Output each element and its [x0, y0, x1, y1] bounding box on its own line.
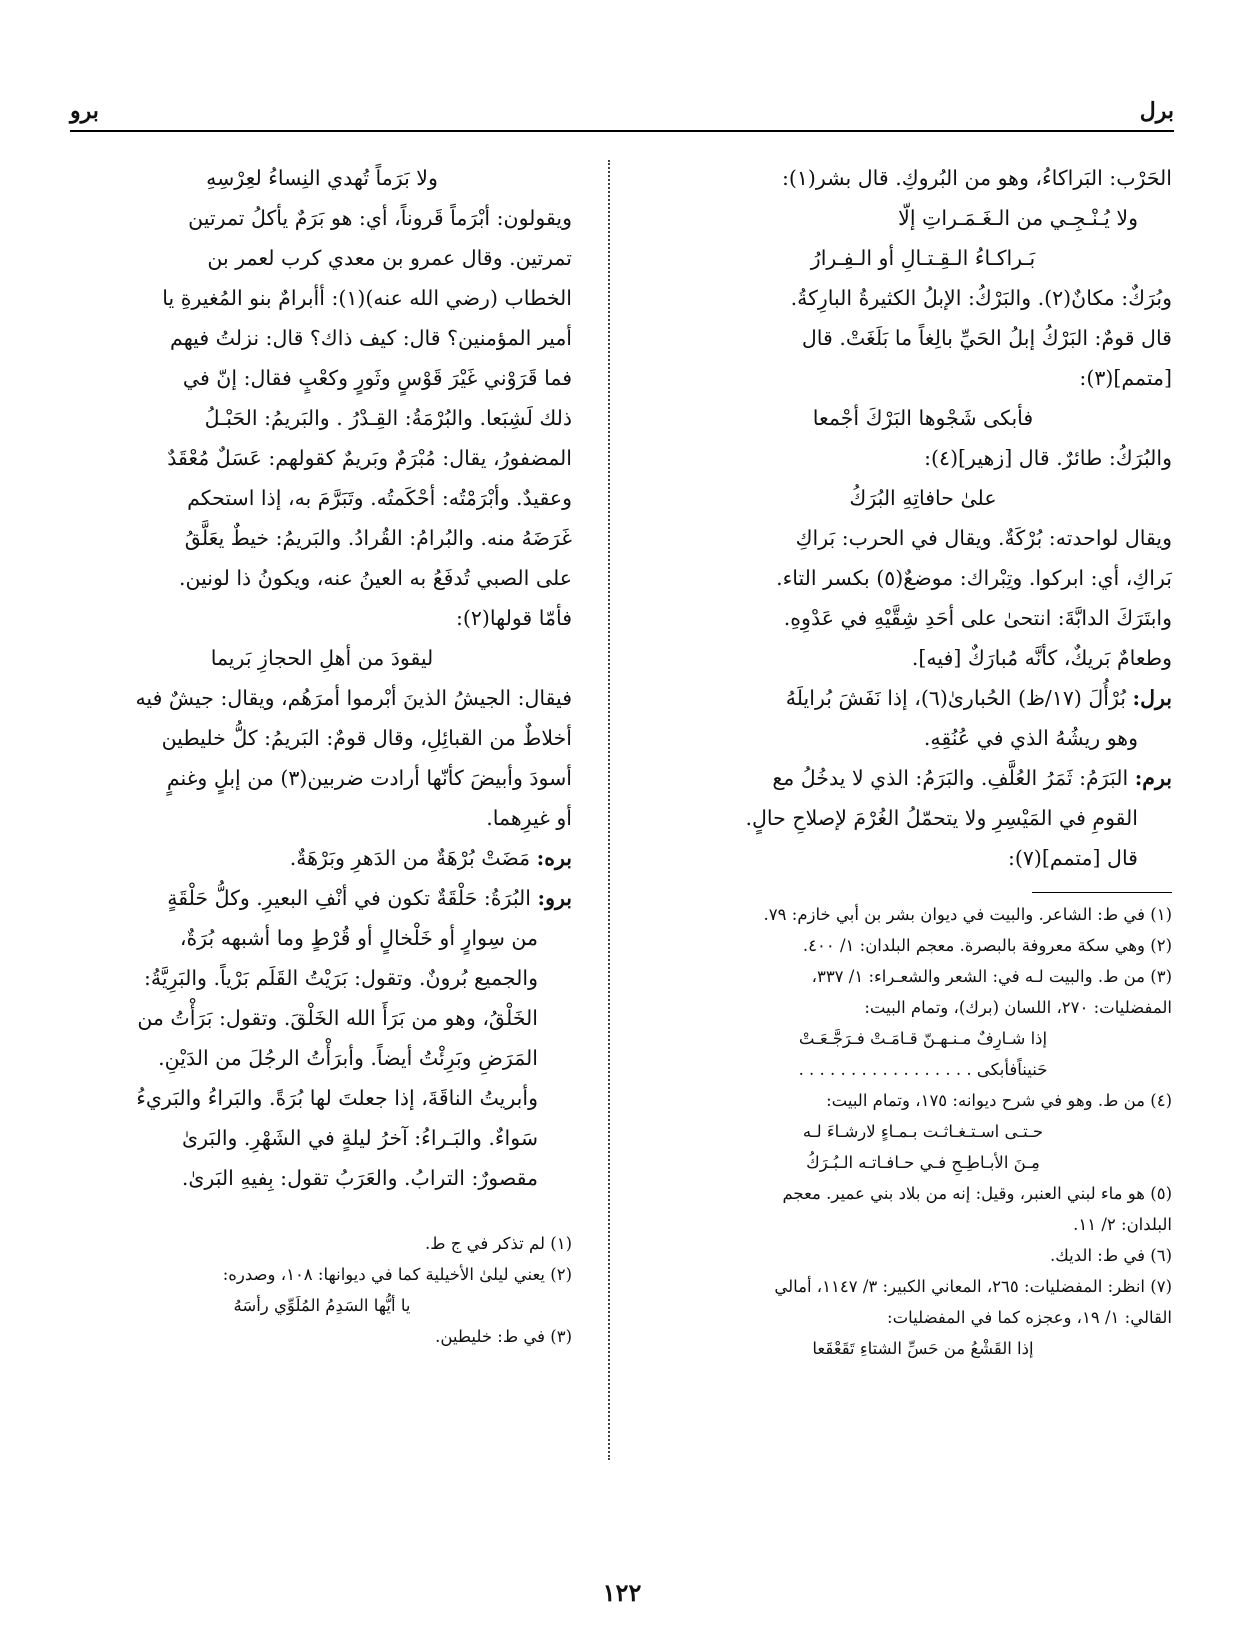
entry-barl: برل: بُرْأُلَ (١٧/ظ) الحُبارىٰ(٦)، إذا نَفَشَ بُرايلَهُ — [785, 686, 1172, 710]
text-line: ويقولون: أبْرَماً قَروناً، أي: هو بَرَمٌ يأكلُ تمرتين — [188, 206, 572, 230]
headword: برو: — [537, 886, 572, 910]
headword: بره: — [536, 846, 572, 870]
text-line: أسودَ وأبيضَ كأنّها أرادت ضربين(٣) من إبلٍ وغنمٍ — [166, 766, 572, 790]
footnote-spacer — [432, 1212, 572, 1222]
text-line: من سِوارٍ أو خَلْخالٍ أو قُرْطٍ وما أشبهه بُرَةٌ، — [179, 926, 538, 950]
text-line: قال [متمم](٧): — [1007, 846, 1138, 870]
text-line: فما قَرَوْني غَيْرَ قَوْسٍ وثَورٍ وكعْبٍ فقال: إنّ في — [182, 366, 572, 390]
verse-line: علىٰ حافاتِهِ البُرَكُ — [849, 486, 997, 510]
text-line: وعقيدٌ. وأبْرَمْتُه: أحْكَمتُه. وتَبَرَّمَ به، إذا استحكم — [187, 486, 572, 510]
headword: برل: — [1132, 686, 1172, 710]
text-line: أخلاطٌ من القبائِلِ، وقال قومٌ: البَريمُ: كلُّ خليطين — [161, 726, 572, 750]
footnote: (٥) هو ماء لبني العنبر، وقيل: إنه من بلاد بني عمير. معجم — [782, 1184, 1172, 1203]
text-line: المضفورُ، يقال: مُبْرَمٌ وبَريمٌ كقولهم: عَسَلٌ مُعْقَدٌ — [167, 446, 572, 470]
text-line: وبُرَكٌ: مكانٌ(٢). والبَرْكُ: الإبلُ الكثيرةُ البارِكةُ. — [790, 286, 1172, 310]
footnote: (٣) من ط. والبيت لـه في: الشعر والشعـراء: ١/ ٣٣٧، — [811, 967, 1172, 986]
footnote: (٢) يعني ليلىٰ الأخيلية كما في ديوانها: ١٠٨، وصدره: — [222, 1265, 572, 1284]
text-line: القومِ في المَيْسِرِ ولا يتحمّلُ الغُرْمَ لإصلاحِ حالٍ. — [745, 806, 1138, 830]
running-head-right: برل — [1139, 98, 1174, 124]
footnote: (١) لم تذكر في ج ط. — [425, 1234, 572, 1253]
page-number: ١٢٢ — [602, 1578, 642, 1607]
entry-barw: برو: البُرَةُ: حَلْقَةٌ تكون في أنْفِ البعيرِ. وكلُّ حَلْقَةٍ — [167, 886, 572, 910]
text-line: سَواءٌ. والبَـراءُ: آخرُ ليلةٍ في الشَهْرِ. والبَرىٰ — [182, 1126, 538, 1150]
text-line: وهو ريشُهُ الذي في عُنُقِهِ. — [923, 726, 1138, 750]
footnote-verse: إذا القَشْعُ من حَسِّ الشتاءِ تَقَعْقَعا — [812, 1339, 1034, 1358]
footnote-verse: يا أيُّها السَدِمُ المُلَوِّي رأسَهُ — [233, 1296, 411, 1315]
text-line: [متمم](٣): — [1079, 366, 1172, 390]
text-line: تمرتين. وقال عمرو بن معدي كرب لعمر بن — [207, 246, 572, 270]
footnote-verse: مِـنَ الأبـاطِـحِ فـي حـافـاتـه الـبُـرَكُ — [806, 1153, 1040, 1172]
verse-line: ليقودَ من أهلِ الحجازِ بَريما — [210, 646, 434, 670]
text-line: مقصورٌ: الترابُ. والعَرَبُ تقول: بِفيهِ البَرىٰ. — [181, 1166, 538, 1190]
text-line: والبُرَكُ: طائرٌ. قال [زهير](٤): — [924, 446, 1172, 470]
verse-line: فأبكى شَجْوها البَرْكَ أجْمعا — [812, 406, 1034, 430]
verse-line: ولا يُـنْـجِـي من الـغَـمَـراتِ إلّا — [898, 206, 1138, 230]
text-line: المَرَضِ وبَرِئْتُ أيضاً. وأبرَأْتُ الرجُلَ من الدَيْنِ. — [158, 1046, 538, 1070]
text-line: أو غيرِهما. — [486, 806, 572, 830]
footnote: (٣) في ط: خليطين. — [435, 1327, 572, 1346]
text-line: وأبريتُ الناقَةَ، إذا جعلتَ لها بُرَةً. والبَراءُ والبَريءُ — [136, 1086, 538, 1110]
running-head-left: برو — [70, 98, 99, 124]
header-rule — [70, 130, 1174, 132]
footnote: (٢) وهي سكة معروفة بالبصرة. معجم البلدان: ١/ ٤٠٠. — [802, 936, 1172, 955]
footnote-separator — [1032, 892, 1172, 893]
footnote: (١) في ط: الشاعر. والبيت في ديوان بشر بن أبي خازم: ٧٩. — [763, 905, 1172, 924]
footnote: القالي: ١/ ١٩، وعجزه كما في المفضليات: — [887, 1308, 1172, 1327]
text-line: الخطاب (رضي الله عنه)(١): أأبرامٌ بنو المُغيرةِ يا — [162, 286, 572, 310]
footnote: (٦) في ط: الديك. — [1050, 1246, 1172, 1265]
footnote: البلدان: ٢/ ١١. — [1073, 1215, 1172, 1234]
text-line: فيقال: الجيشُ الذينَ أبْرموا أمرَهُم، ويقال: جيشٌ فيه — [135, 686, 572, 710]
text-line: والجميع بُرونٌ. وتقول: بَرَيْتُ القَلَم بَرْياً. والبَرِيَّةُ: — [144, 966, 538, 990]
footnotes-left — [72, 1228, 572, 1352]
headword: برم: — [1134, 766, 1172, 790]
footnote: المفضليات: ٢٧٠، اللسان (برك)، وتمام البيت: — [864, 998, 1172, 1017]
text-line: غَرَضَهُ منه. والبُرامُ: القُرادُ. والبَريمُ: خيطٌ يعَلَّقُ — [184, 526, 572, 550]
text-line: وطعامٌ بَريكٌ، كأنَّه مُبارَكٌ [فيه]. — [911, 646, 1172, 670]
footnote: (٤) من ط. وهو في شرح ديوانه: ١٧٥، وتمام البيت: — [826, 1091, 1172, 1110]
footnotes-right — [674, 899, 1172, 1364]
entry-barm: برم: البَرَمُ: ثَمَرُ العُلَّفِ. والبَرَمُ: الذي لا يدخُلُ مع — [772, 766, 1172, 790]
text-line: الحَرْب: البَراكاءُ، وهو من البُروكِ. قال بشر(١): — [782, 166, 1172, 190]
text-line: على الصبي تُدفَعُ به العينُ عنه، ويكونُ ذا لونين. — [179, 566, 572, 590]
right-column — [674, 158, 1172, 1364]
verse-line: ولا بَرَماً تُهدي النِساءُ لعِرْسِهِ — [206, 166, 438, 190]
entry-barh: بره: مَضَتْ بُرْهَةٌ من الدَهرِ وبَرْهَةٌ. — [289, 846, 572, 870]
left-column — [72, 158, 572, 1352]
text-line: ذلك لَشِبَعا. والبُرْمَةُ: القِـدْرُ . والبَريمُ: الحَبْـلُ — [204, 406, 572, 430]
text-line: فأمّا قولها(٢): — [455, 606, 572, 630]
verse-line: بَـراكـاءُ الـقِـتـالِ أو الـفِـرارُ — [810, 246, 1036, 270]
text-line: ويقال لواحدته: بُرْكَةٌ. ويقال في الحرب: بَراكِ — [795, 526, 1172, 550]
footnote-verse: إذا شـارِفٌ مـنـهـنّ قـامَـتْ فـرَجَّـعَـتْ — [798, 1029, 1048, 1048]
footnote: (٧) انظر: المفضليات: ٢٦٥، المعاني الكبير: ٣/ ١١٤٧، أمالي — [774, 1277, 1172, 1296]
footnote-verse: حـتـى اسـتـغـاثـت بـمـاءٍ لارشـاءَ لـه — [802, 1122, 1044, 1141]
text-line: وابتَرَكَ الدابَّةَ: انتحىٰ على أحَدِ شِقَّيْهِ في عَدْوِهِ. — [783, 606, 1172, 630]
footnote-verse: حَنيناًفأبكى . . . . . . . . . . . . . . . . . — [798, 1060, 1048, 1079]
text-line: بَراكِ، أي: ابركوا. وتِبْراك: موضعٌ(٥) بكسر التاء. — [776, 566, 1172, 590]
column-divider — [608, 160, 610, 1460]
text-line: قال قومٌ: البَرْكُ إبلُ الحَيِّ بالِغاً ما بَلَغَتْ. قال — [801, 326, 1172, 350]
text-line: الخَلْقُ، وهو من بَرَأَ الله الخَلْقَ. وتقول: بَرَأْتُ من — [137, 1006, 538, 1030]
text-line: أمير المؤمنين؟ قال: كيف ذاك؟ قال: نزلتُ فيهم — [170, 326, 572, 350]
